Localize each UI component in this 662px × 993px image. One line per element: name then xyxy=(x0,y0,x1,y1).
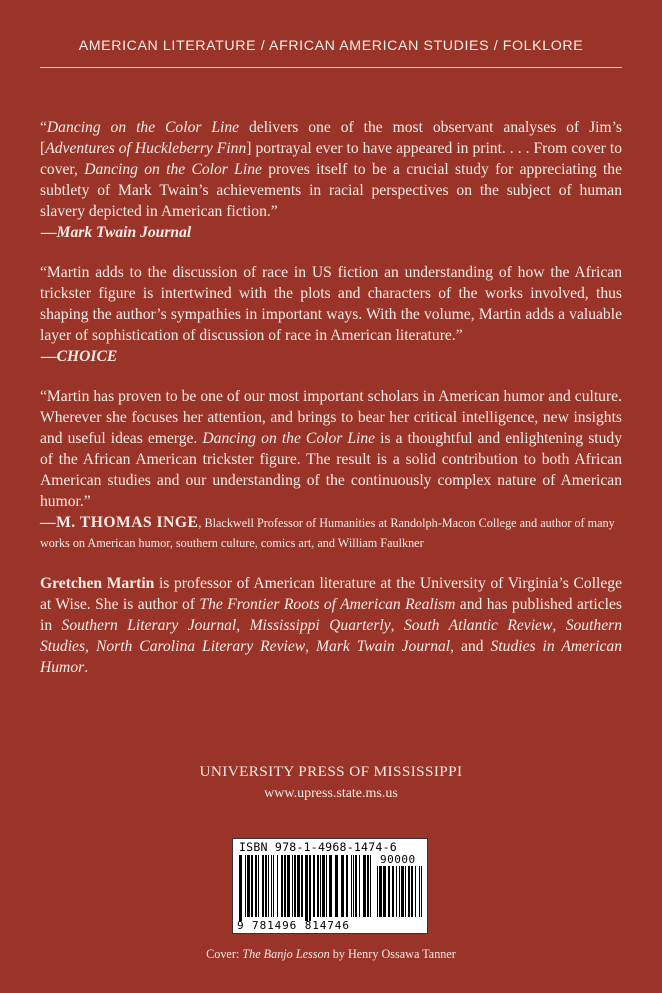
header-divider xyxy=(40,67,622,68)
barcode-bar xyxy=(370,855,371,917)
review-quote: “Martin adds to the discussion of race in US fiction an understanding of how the African trickster figure is intertwined with the plots and characters of the works involved, thus shaping the author’s sympathies in important ways. With the volume, Martin adds a valuable layer of sophistication of discussion of race in American literature.” xyxy=(40,264,622,344)
barcode-bar xyxy=(346,855,348,917)
book-title: Dancing on the Color Line xyxy=(46,119,240,136)
barcode-bar xyxy=(341,855,344,917)
quote-text: ] portrayal ever to have appeared in print. . . . From cover to cover, xyxy=(40,140,622,178)
reviewer-name: —M. THOMAS INGE xyxy=(40,514,199,531)
barcode-bar xyxy=(353,855,354,917)
journal-title: North Carolina Literary Review xyxy=(95,638,306,655)
barcode-bar xyxy=(301,855,303,917)
barcode-bar xyxy=(396,866,397,917)
book-title: The Frontier Roots of American Realism xyxy=(199,596,456,613)
barcode-bar xyxy=(317,855,319,917)
barcode-bar xyxy=(262,855,264,917)
barcode-bar xyxy=(383,866,386,917)
barcode-bar xyxy=(392,866,394,917)
barcode-bar xyxy=(405,866,406,917)
journal-title: Mark Twain Journal xyxy=(316,638,451,655)
journal-title: Southern Literary Journal xyxy=(61,617,237,634)
separator: , and xyxy=(450,638,491,655)
barcode-bar xyxy=(287,855,290,917)
journal-title: Mississippi Quarterly xyxy=(249,617,391,634)
barcode-bar xyxy=(419,866,420,917)
review-quote xyxy=(40,386,622,512)
barcode-bar xyxy=(363,855,366,917)
barcode-bar xyxy=(255,855,257,917)
journal-title: Studies in American Humor xyxy=(40,638,622,676)
cover-label: Cover: xyxy=(206,947,243,961)
barcode-bar xyxy=(401,866,404,917)
barcode-bar xyxy=(245,855,246,917)
review-thomas-inge xyxy=(40,386,622,553)
barcode-bar xyxy=(297,855,300,917)
barcode-bar xyxy=(309,855,311,921)
separator: , xyxy=(305,638,317,655)
addon-barcode-bars xyxy=(377,866,423,917)
barcode-bar xyxy=(305,855,308,921)
author-name: Gretchen Martin xyxy=(40,575,155,592)
quote-text: delivers one of the most observant analyses of Jim’s [ xyxy=(40,119,622,157)
review-mark-twain-journal xyxy=(40,117,622,243)
reviewer-description: , Blackwell Professor of Humanities at Randolph-Macon College and author of many works on American humor, southern culture, comics art, and William Faulkner xyxy=(40,516,615,550)
category-heading: AMERICAN LITERATURE / AFRICAN AMERICAN STUDIES / FOLKLORE xyxy=(78,38,584,54)
barcode-bar xyxy=(415,866,416,917)
artwork-artist: by Henry Ossawa Tanner xyxy=(329,947,456,961)
barcode-bar xyxy=(251,855,253,917)
isbn-barcode xyxy=(232,838,428,934)
barcode-bar xyxy=(320,855,321,917)
isbn-number: ISBN 978-1-4968-1474-6 xyxy=(239,840,397,854)
barcode-bar xyxy=(351,855,352,917)
quote-text: proves itself to be a crucial study for appreciating the subtlety of Mark Twain’s achievements in racial perspectives on the subject of human slavery depicted in American fiction.” xyxy=(40,161,623,220)
book-title: Dancing on the Color Line xyxy=(202,430,376,447)
barcode-bars xyxy=(239,855,375,921)
separator: . xyxy=(84,659,89,676)
publisher-name: UNIVERSITY PRESS OF MISSISSIPPI xyxy=(199,763,463,780)
barcode-bar xyxy=(411,866,413,917)
barcode-bar xyxy=(421,866,422,917)
barcode-bar xyxy=(377,866,378,917)
barcode-bar xyxy=(281,855,283,917)
barcode-bar xyxy=(247,855,250,917)
quote-text: “Martin has proven to be one of our most important scholars in American humor and culture. Wherever she focuses her attention, and brings to bear her critical intelligence, new insights and useful ideas emerge. xyxy=(40,388,622,447)
journal-title: Southern Studies xyxy=(40,617,622,655)
cover-credit xyxy=(0,947,662,962)
back-cover-content xyxy=(40,117,622,678)
open-quote: “ xyxy=(40,119,47,136)
journal-title: South Atlantic Review xyxy=(403,617,553,634)
barcode-bar xyxy=(408,866,410,917)
barcode-bar xyxy=(326,855,327,917)
barcode-bar xyxy=(359,855,360,917)
bio-text: and has published articles in xyxy=(40,596,622,634)
barcode-bar xyxy=(284,855,286,917)
barcode-bar xyxy=(322,855,325,917)
author-bio xyxy=(40,573,622,678)
review-attribution: —CHOICE xyxy=(41,348,118,365)
quote-text: is a thoughtful and enlightening study of the African American trickster figure. The result is a solid contribution to both African American studies and our understanding of the continuously complex nature of American humor.” xyxy=(40,430,623,510)
book-title: Adventures of Huckleberry Finn xyxy=(45,140,247,157)
publisher-url: www.upress.state.ms.us xyxy=(264,786,398,801)
separator: , xyxy=(552,617,566,634)
barcode-bar xyxy=(399,866,400,917)
book-title: Dancing on the Color Line xyxy=(84,161,262,178)
review-attribution xyxy=(40,513,622,553)
barcode-bar xyxy=(294,855,296,917)
barcode-bar xyxy=(271,855,272,917)
price-addon-number: 90000 xyxy=(380,853,416,866)
barcode-bar xyxy=(329,855,332,917)
barcode-bar xyxy=(277,855,278,917)
barcode-bar xyxy=(292,855,293,917)
separator: , xyxy=(390,617,404,634)
review-choice xyxy=(40,262,622,367)
barcode-bar xyxy=(239,855,242,921)
artwork-title: The Banjo Lesson xyxy=(242,947,330,961)
review-attribution: —Mark Twain Journal xyxy=(41,224,192,241)
separator: , xyxy=(85,638,96,655)
barcode-bar xyxy=(265,855,267,917)
review-quote xyxy=(40,117,622,222)
barcode-bar xyxy=(379,866,382,917)
barcode-bar xyxy=(258,855,259,917)
separator: , xyxy=(236,617,250,634)
barcode-bar xyxy=(355,855,357,917)
barcode-bar xyxy=(388,866,390,917)
bio-text: is professor of American literature at the University of Virginia’s College at Wise. She is author of xyxy=(40,575,622,613)
barcode-bar xyxy=(313,855,315,917)
barcode-bar xyxy=(335,855,338,917)
barcode-bar xyxy=(268,855,269,917)
barcode-bar xyxy=(273,855,274,917)
barcode-bar xyxy=(367,855,369,917)
ean-number: 9 781496 814746 xyxy=(237,919,350,932)
